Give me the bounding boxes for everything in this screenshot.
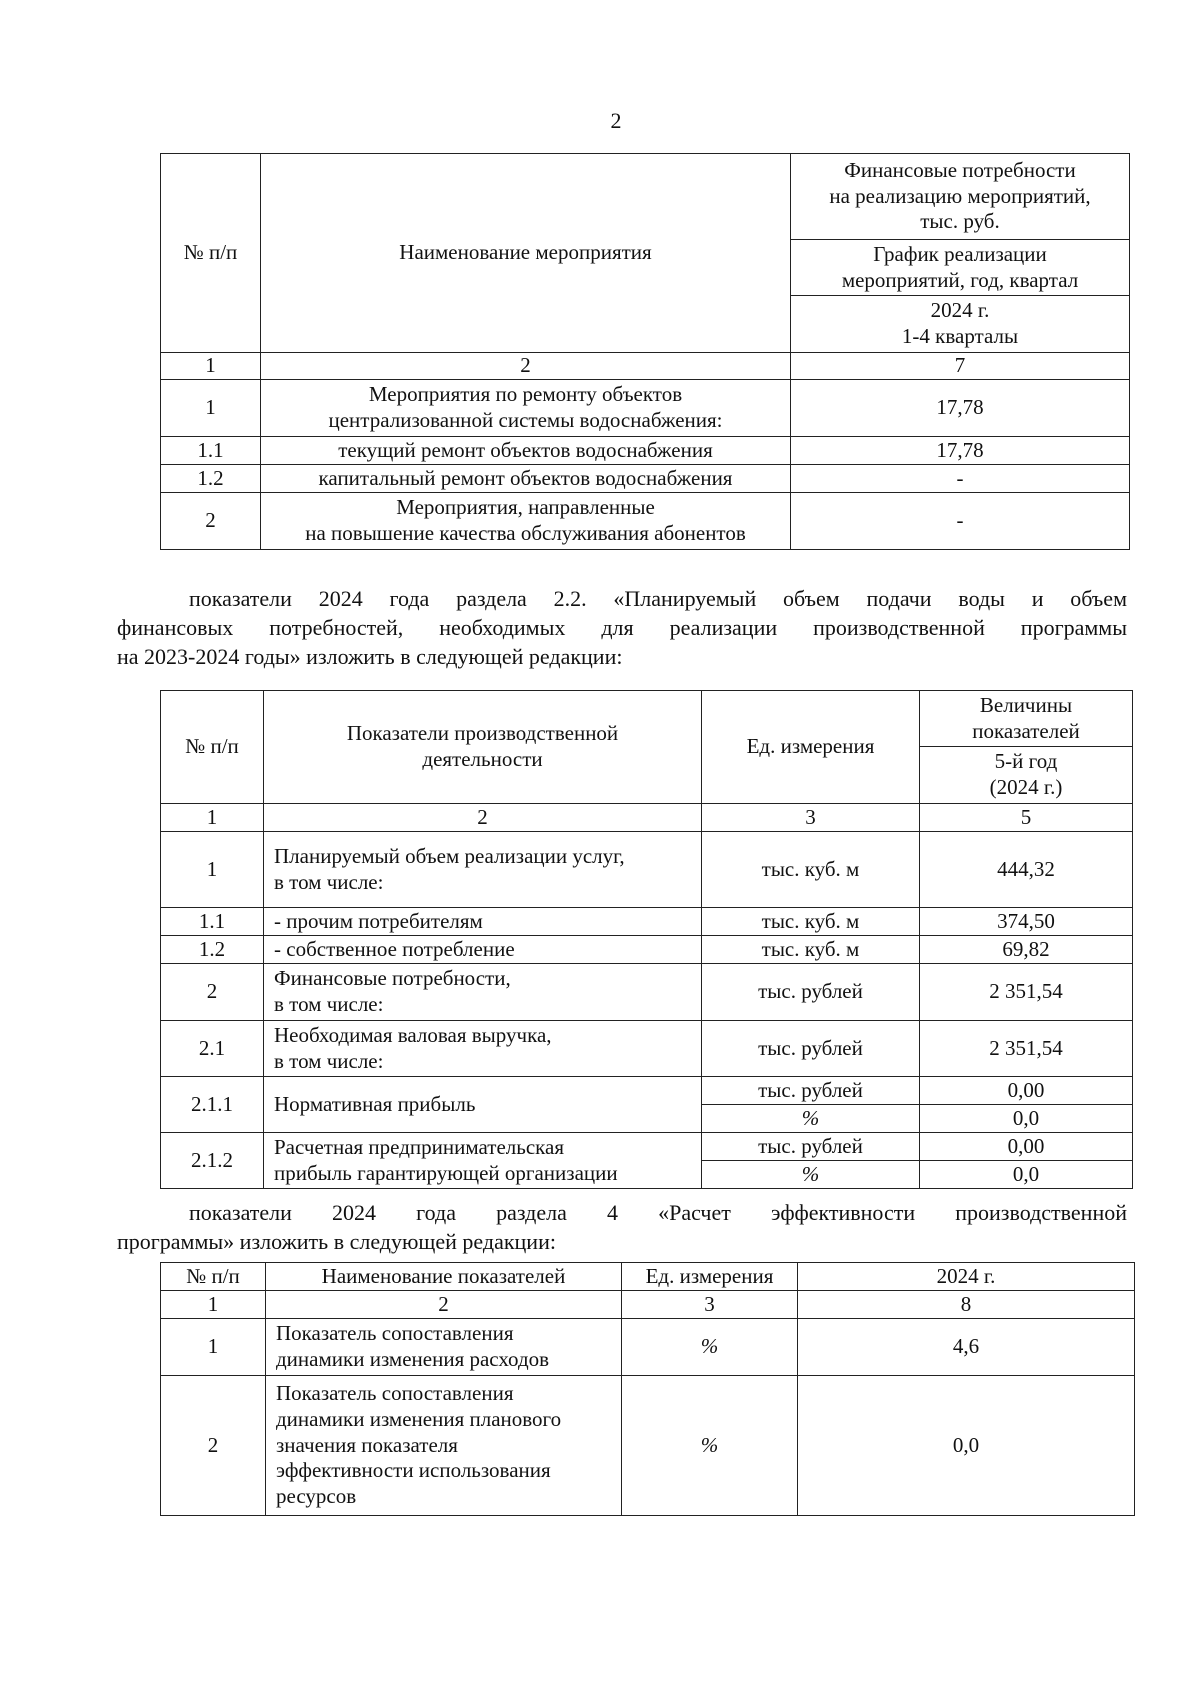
table-row xyxy=(161,1133,1133,1161)
row-unit: тыс. куб. м xyxy=(702,832,920,908)
row-name: капитальный ремонт объектов водоснабжения xyxy=(261,465,791,493)
row-number: 2 xyxy=(161,1376,266,1516)
row-value: 17,78 xyxy=(791,380,1130,437)
header-values: Величины показателей xyxy=(920,691,1133,747)
row-name: текущий ремонт объектов водоснабжения xyxy=(261,437,791,465)
row-value: 17,78 xyxy=(791,437,1130,465)
header-financial-needs: Финансовые потребности на реализацию мероприятий, тыс. руб. xyxy=(791,154,1130,240)
row-unit: тыс. рублей xyxy=(702,964,920,1021)
column-number: 3 xyxy=(702,804,920,832)
row-value: 0,00 xyxy=(920,1077,1133,1105)
paragraph-line: финансовых потребностей, необходимых для реализации производственной программы xyxy=(117,615,1127,640)
column-number: 5 xyxy=(920,804,1133,832)
table-repair-measures xyxy=(160,153,1130,550)
header-number: № п/п xyxy=(161,154,261,353)
row-name: Расчетная предпринимательская прибыль гарантирующей организации xyxy=(264,1133,702,1189)
row-unit: тыс. рублей xyxy=(702,1133,920,1161)
row-number: 1.2 xyxy=(161,465,261,493)
row-value: 0,0 xyxy=(920,1161,1133,1189)
table-row xyxy=(161,908,1133,936)
header-schedule: График реализации мероприятий, год, квартал xyxy=(791,240,1130,296)
row-unit: тыс. куб. м xyxy=(702,936,920,964)
column-number: 2 xyxy=(266,1291,622,1319)
row-value: 0,0 xyxy=(798,1376,1135,1516)
row-value: 444,32 xyxy=(920,832,1133,908)
row-value: 69,82 xyxy=(920,936,1133,964)
row-number: 2.1 xyxy=(161,1021,264,1077)
header-indicator-name: Наименование показателей xyxy=(266,1263,622,1291)
row-name: Финансовые потребности, в том числе: xyxy=(264,964,702,1021)
row-name: - собственное потребление xyxy=(264,936,702,964)
row-number: 1.2 xyxy=(161,936,264,964)
table-efficiency xyxy=(160,1262,1135,1516)
header-number: № п/п xyxy=(161,1263,266,1291)
column-number: 1 xyxy=(161,1291,266,1319)
paragraph-line: программы» изложить в следующей редакции: xyxy=(117,1229,556,1254)
row-number: 1.1 xyxy=(161,908,264,936)
header-indicator-name: Показатели производственной деятельности xyxy=(264,691,702,804)
row-unit: % xyxy=(702,1105,920,1133)
row-name: Показатель сопоставления динамики изменения планового значения показателя эффективности использования ресурсов xyxy=(266,1376,622,1516)
column-number: 1 xyxy=(161,804,264,832)
header-year: 2024 г. 1-4 кварталы xyxy=(791,296,1130,353)
row-unit: % xyxy=(702,1161,920,1189)
row-name: Нормативная прибыль xyxy=(264,1077,702,1133)
table-row xyxy=(161,804,1133,832)
row-unit: тыс. рублей xyxy=(702,1021,920,1077)
table-row xyxy=(161,465,1130,493)
row-unit: % xyxy=(622,1319,798,1376)
row-number: 1 xyxy=(161,832,264,908)
row-number: 2.1.1 xyxy=(161,1077,264,1133)
table-row xyxy=(161,832,1133,908)
column-number: 3 xyxy=(622,1291,798,1319)
row-name: Показатель сопоставления динамики изменения расходов xyxy=(266,1319,622,1376)
table-row xyxy=(161,1021,1133,1077)
paragraph-line: показатели 2024 года раздела 2.2. «Планируемый объем подачи воды и объем xyxy=(189,586,1127,611)
header-measure-name: Наименование мероприятия xyxy=(261,154,791,353)
row-value: 374,50 xyxy=(920,908,1133,936)
row-number: 2 xyxy=(161,493,261,550)
header-unit: Ед. измерения xyxy=(622,1263,798,1291)
table-production-indicators xyxy=(160,690,1133,1189)
header-unit: Ед. измерения xyxy=(702,691,920,804)
column-number: 8 xyxy=(798,1291,1135,1319)
table-row xyxy=(161,353,1130,380)
column-number: 7 xyxy=(791,353,1130,380)
row-name: - прочим потребителям xyxy=(264,908,702,936)
table-row xyxy=(161,493,1130,550)
row-number: 1 xyxy=(161,1319,266,1376)
row-name: Мероприятия, направленные на повышение качества обслуживания абонентов xyxy=(261,493,791,550)
row-number: 1 xyxy=(161,380,261,437)
column-number: 1 xyxy=(161,353,261,380)
row-number: 2 xyxy=(161,964,264,1021)
row-value: - xyxy=(791,465,1130,493)
row-value: 2 351,54 xyxy=(920,964,1133,1021)
row-name: Планируемый объем реализации услуг, в том числе: xyxy=(264,832,702,908)
paragraph-section-2-2 xyxy=(117,584,1127,671)
table-row xyxy=(161,964,1133,1021)
table-row xyxy=(161,1291,1135,1319)
row-value: 0,00 xyxy=(920,1133,1133,1161)
row-value: 0,0 xyxy=(920,1105,1133,1133)
table-row xyxy=(161,380,1130,437)
header-year: 2024 г. xyxy=(798,1263,1135,1291)
paragraph-section-4 xyxy=(117,1198,1127,1256)
paragraph-line: на 2023-2024 годы» изложить в следующей редакции: xyxy=(117,644,623,669)
row-name: Необходимая валовая выручка, в том числе: xyxy=(264,1021,702,1077)
page-number: 2 xyxy=(610,108,622,133)
row-unit: тыс. куб. м xyxy=(702,908,920,936)
row-number: 1.1 xyxy=(161,437,261,465)
table-row xyxy=(161,1319,1135,1376)
header-year: 5-й год (2024 г.) xyxy=(920,747,1133,804)
row-number: 2.1.2 xyxy=(161,1133,264,1189)
table-row xyxy=(161,437,1130,465)
row-unit: тыс. рублей xyxy=(702,1077,920,1105)
column-number: 2 xyxy=(261,353,791,380)
row-unit: % xyxy=(622,1376,798,1516)
table-row xyxy=(161,936,1133,964)
row-value: - xyxy=(791,493,1130,550)
table-row xyxy=(161,1077,1133,1105)
row-value: 2 351,54 xyxy=(920,1021,1133,1077)
row-value: 4,6 xyxy=(798,1319,1135,1376)
row-name: Мероприятия по ремонту объектов централизованной системы водоснабжения: xyxy=(261,380,791,437)
table-row xyxy=(161,1376,1135,1516)
paragraph-line: показатели 2024 года раздела 4 «Расчет эффективности производственной xyxy=(189,1200,1127,1225)
header-number: № п/п xyxy=(161,691,264,804)
column-number: 2 xyxy=(264,804,702,832)
